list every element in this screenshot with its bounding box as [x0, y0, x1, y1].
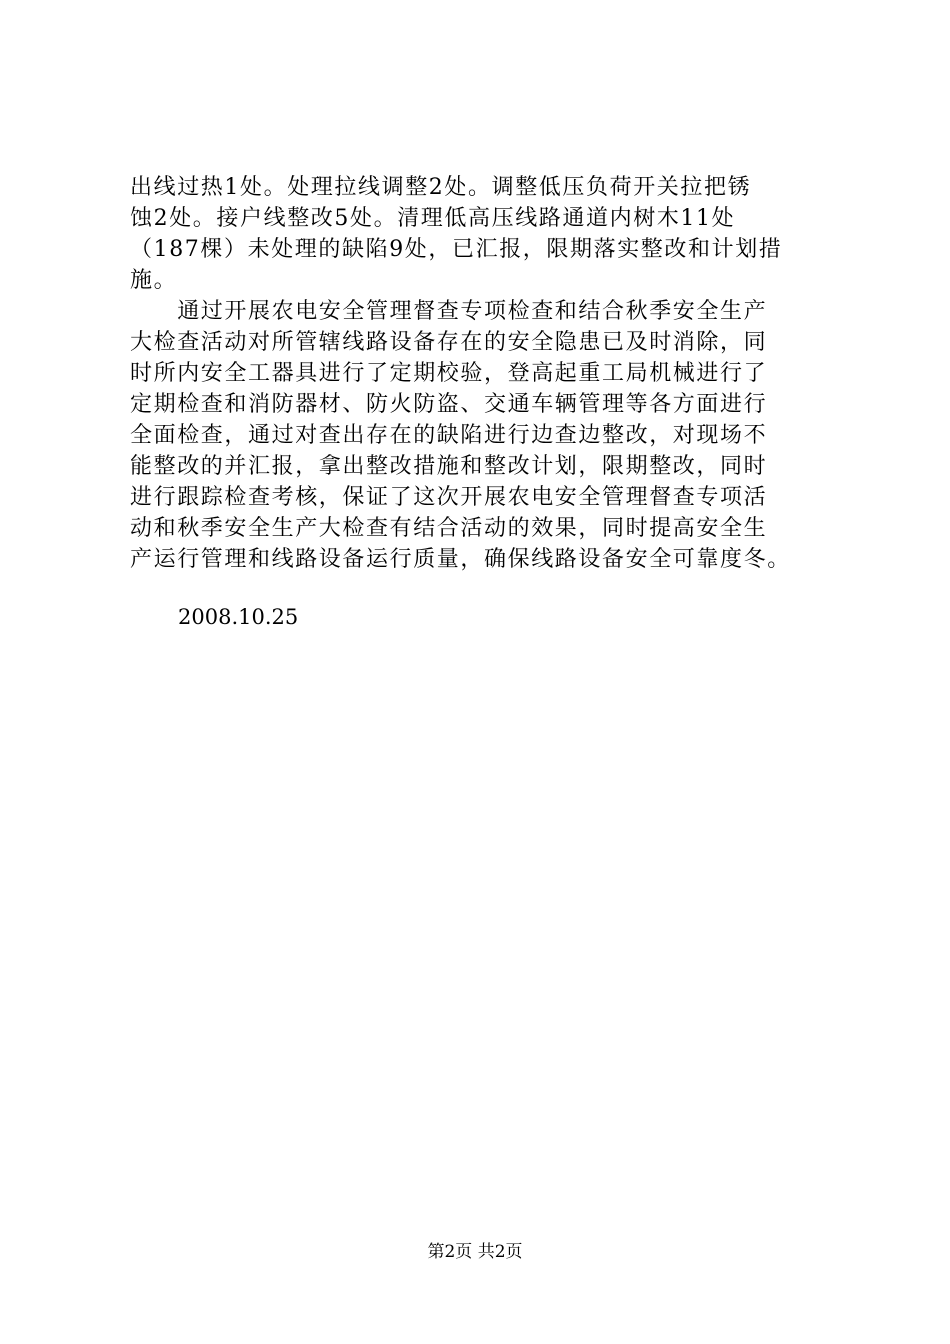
text-line: 蚀2处。接户线整改5处。清理低高压线路通道内树木11处: [130, 206, 736, 231]
text-line: 全面检查，通过对查出存在的缺陷进行边查边整改，对现场不: [130, 423, 768, 448]
text-line: （187棵）未处理的缺陷9处，已汇报，限期落实整改和计划措: [130, 237, 783, 262]
text-line: 通过开展农电安全管理督查专项检查和结合秋季安全生产: [130, 299, 768, 324]
text-line: 进行跟踪检查考核，保证了这次开展农电安全管理督查专项活: [130, 485, 768, 510]
body-text: [130, 172, 842, 575]
text-line: 大检查活动对所管辖线路设备存在的安全隐患已及时消除，同: [130, 330, 768, 355]
text-line: 施。: [130, 268, 178, 293]
document-date: 2008.10.25: [178, 605, 299, 629]
text-line: 动和秋季安全生产大检查有结合活动的效果，同时提高安全生: [130, 516, 768, 541]
text-line: 能整改的并汇报，拿出整改措施和整改计划，限期整改，同时: [130, 454, 768, 479]
page-number-footer: 第2页 共2页: [427, 1242, 523, 1262]
text-line: 产运行管理和线路设备运行质量，确保线路设备安全可靠度冬。: [130, 547, 791, 572]
text-line: 定期检查和消防器材、防火防盗、交通车辆管理等各方面进行: [130, 392, 768, 417]
text-line: 时所内安全工器具进行了定期校验，登高起重工局机械进行了: [130, 361, 768, 386]
text-line: 出线过热1处。处理拉线调整2处。调整低压负荷开关拉把锈: [130, 175, 752, 200]
